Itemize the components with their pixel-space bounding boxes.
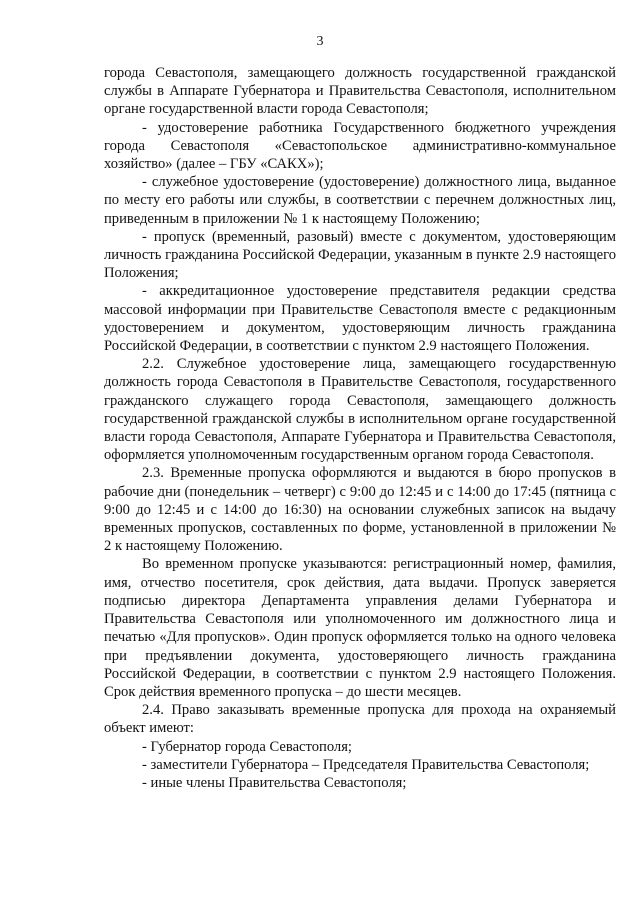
paragraph-5: - аккредитационное удостоверение представителя редакции средства массовой информации при Правительстве Севастополя вместе с редакционным удостоверением и документом, удостоверяющим личность гражданина Российской Федерации, в соответствии с пунктом 2.9 настоящего Положения. — [104, 283, 616, 355]
paragraph-12: - иные члены Правительства Севастополя; — [142, 774, 407, 791]
paragraph-9: 2.4. Право заказывать временные пропуска для прохода на охраняемый объект имеют: — [104, 702, 616, 737]
paragraph-2: - удостоверение работника Государственного бюджетного учреждения города Севастополя «Севастопольское административно-коммунальное хозяйство» (далее – ГБУ «САКХ»); — [104, 119, 616, 173]
paragraph-10: - Губернатор города Севастополя; — [142, 738, 352, 755]
paragraph-1: города Севастополя, замещающего должность государственной гражданской службы в Аппарате Губернатора и Правительства Севастополя, исполнительном органе государственной власти города Севастополя; — [104, 65, 616, 118]
document-body — [104, 64, 616, 792]
page-number: 3 — [316, 34, 324, 49]
paragraph-6: 2.2. Служебное удостоверение лица, замещающего государственную должность города Севастополя в Правительстве Севастополя, государственного гражданского служащего города Севастополя, замещающего должность государственной гражданской службы в исполнительном органе государственной власти города Севастополя, Аппарате Губернатора и Правительства Севастополя, оформляется уполномоченным государственным органом города Севастополя. — [104, 356, 616, 464]
paragraph-7: 2.3. Временные пропуска оформляются и выдаются в бюро пропусков в рабочие дни (понедельник – четверг) с 9:00 до 12:45 и с 14:00 до 17:45 (пятница с 9:00 до 12:45 и с 14:00 до 16:30) на основании служебных записок на выдачу временных пропусков, составленных по форме, установленной в приложении № 2 к настоящему Положению. — [104, 465, 616, 555]
paragraph-4: - пропуск (временный, разовый) вместе с документом, удостоверяющим личность гражданина Российской Федерации, указанным в пункте 2.9 настоящего Положения; — [104, 228, 616, 282]
paragraph-3: - служебное удостоверение (удостоверение) должностного лица, выданное по месту его работы или службы, в соответствии с перечнем должностных лиц, приведенным в приложении № 1 к настоящему Положению; — [104, 174, 616, 227]
paragraph-11: - заместители Губернатора – Председателя Правительства Севастополя; — [142, 756, 590, 773]
paragraph-8: Во временном пропуске указываются: регистрационный номер, фамилия, имя, отчество посетителя, срок действия, дата выдачи. Пропуск заверяется подписью директора Департамента управления делами Губернатора и Правительства Севастополя или уполномоченного им должностного лица и печатью «Для пропусков». Один пропуск оформляется только на одного человека при предъявлении документа, удостоверяющего личность гражданина Российской Федерации, в соответствии с пунктом 2.9 настоящего Положения. Срок действия временного пропуска – до шести месяцев. — [104, 556, 616, 700]
